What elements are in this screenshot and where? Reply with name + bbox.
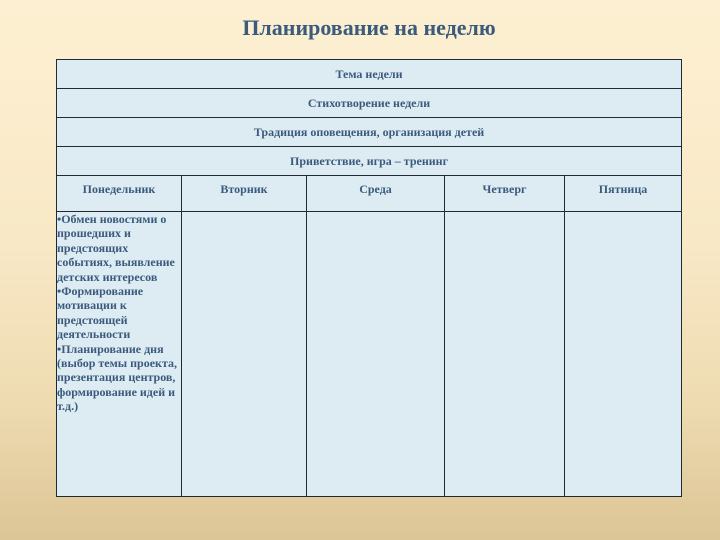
- tradition-cell: Традиция оповещения, организация детей: [57, 118, 682, 147]
- day-header-monday: Понедельник: [57, 176, 182, 212]
- monday-item: •Планирование дня (выбор темы проекта, презентация центров, формирование идей и т.д.): [57, 341, 177, 414]
- theme-of-week-cell: Тема недели: [57, 60, 682, 89]
- monday-cell: [57, 212, 182, 497]
- row-greeting: [57, 147, 682, 176]
- days-header-row: [57, 176, 682, 212]
- row-poem: [57, 89, 682, 118]
- poem-of-week-cell: Стихотворение недели: [57, 89, 682, 118]
- thursday-cell: [445, 212, 565, 497]
- monday-item: •Обмен новостями о прошедших и предстоящих событиях, выявление детских интересов: [57, 212, 175, 284]
- tuesday-cell: [182, 212, 307, 497]
- day-header-tuesday: Вторник: [182, 176, 307, 212]
- slide-title: Планирование на неделю: [242, 15, 496, 40]
- friday-cell: [565, 212, 682, 497]
- day-header-wednesday: Среда: [307, 176, 445, 212]
- day-header-thursday: Четверг: [445, 176, 565, 212]
- days-content-row: [57, 212, 682, 497]
- day-header-friday: Пятница: [565, 176, 682, 212]
- row-theme: [57, 60, 682, 89]
- monday-item: •Формирование мотивации к предстоящей деятельности: [57, 284, 144, 342]
- row-tradition: [57, 118, 682, 147]
- greeting-game-cell: Приветствие, игра – тренинг: [57, 147, 682, 176]
- weekly-plan-table: [56, 59, 682, 497]
- wednesday-cell: [307, 212, 445, 497]
